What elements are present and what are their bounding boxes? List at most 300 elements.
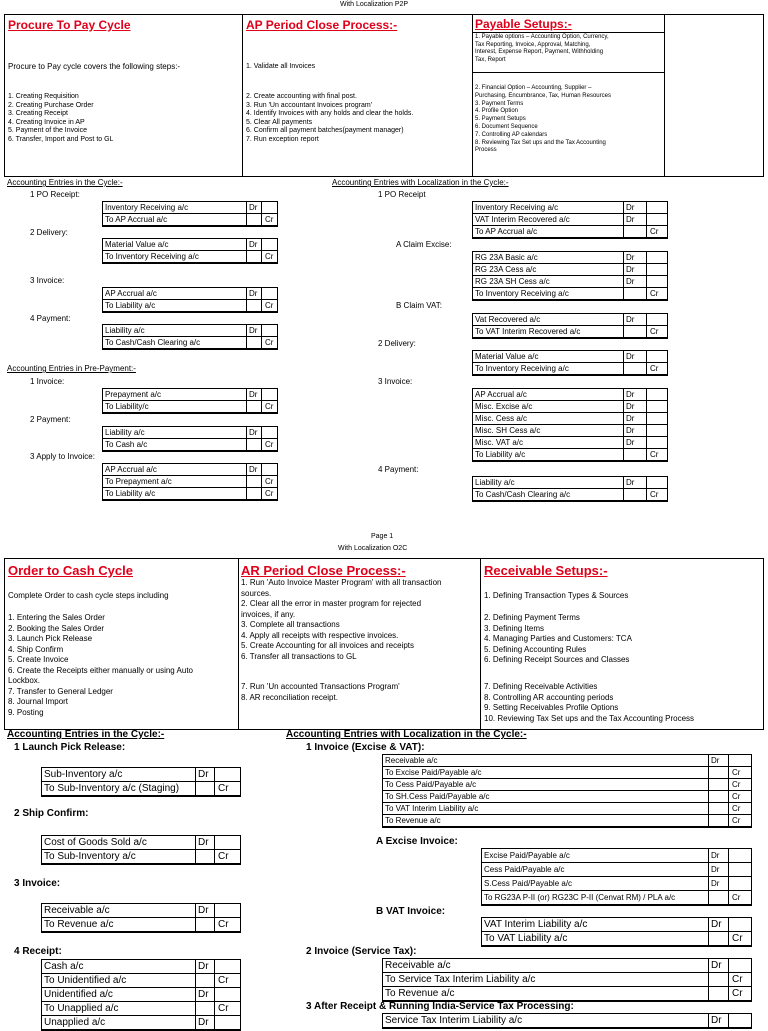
column-divider xyxy=(708,1014,709,1028)
entry-account: To Sub-Inventory a/c xyxy=(44,851,136,862)
cr-marker: Cr xyxy=(218,851,229,862)
dr-marker: Dr xyxy=(711,960,722,971)
dr-marker: Dr xyxy=(626,352,635,361)
p2p-payment-entry xyxy=(102,324,278,350)
payable-setups-title: Payable Setups:- xyxy=(475,17,572,31)
entry-account: To Cash/Cash Clearing a/c xyxy=(105,338,201,347)
entry-account: Liability a/c xyxy=(475,478,515,487)
o2c-receipt-label: 4 Receipt: xyxy=(14,946,62,957)
entry-account: Material Value a/c xyxy=(105,240,169,249)
column-divider xyxy=(246,389,247,413)
column-divider xyxy=(214,836,215,864)
p2p-loc-po-label: 1 PO Receipt xyxy=(378,190,426,199)
o2c-loc-iev-label: 1 Invoice (Excise & VAT): xyxy=(306,742,425,753)
payable-setups-list-2 xyxy=(475,85,611,155)
entry-row xyxy=(473,477,667,489)
dr-marker: Dr xyxy=(626,215,635,224)
dr-marker: Dr xyxy=(198,769,209,780)
column-divider xyxy=(623,389,624,461)
receivable-setup-item: 9. Setting Receivables Profile Options xyxy=(484,703,619,712)
entry-account: To Liability a/c xyxy=(475,450,526,459)
entry-row xyxy=(42,918,240,932)
dr-marker: Dr xyxy=(626,414,635,423)
entry-row xyxy=(383,1014,751,1028)
entry-row xyxy=(383,755,751,767)
payable-setup-item: 7. Controlling AP calendars xyxy=(475,131,548,138)
payable-setups-list xyxy=(475,34,609,64)
p2p-title: Procure To Pay Cycle xyxy=(8,18,131,32)
dr-marker: Dr xyxy=(626,478,635,487)
ar-close-step: 1. Run 'Auto Invoice Master Program' with all transaction xyxy=(241,578,442,587)
entry-row xyxy=(42,988,240,1002)
column-divider xyxy=(708,755,709,827)
receivable-setup-item: 7. Defining Receivable Activities xyxy=(484,682,598,691)
entry-account: Receivable a/c xyxy=(385,960,451,971)
entry-account: To Revenue a/c xyxy=(385,816,441,825)
ap-close-step: 3. Run 'Un accountant Invoices program' xyxy=(246,101,373,109)
entry-row xyxy=(103,288,277,300)
column-divider xyxy=(708,918,709,946)
dr-marker: Dr xyxy=(198,905,209,916)
entry-account: RG 23A SH Cess a/c xyxy=(475,277,550,286)
column-divider xyxy=(261,288,262,312)
ar-close-title: AR Period Close Process:- xyxy=(241,563,406,578)
entry-account: To Cash/Cash Clearing a/c xyxy=(475,490,571,499)
entry-account: To Sub-Inventory a/c (Staging) xyxy=(44,783,180,794)
entry-row xyxy=(383,803,751,815)
entry-account: To Prepayment a/c xyxy=(105,477,172,486)
o2c-loc-after-receipt-label: 3 After Receipt & Running India-Service Tax Processing: xyxy=(306,1001,574,1012)
entry-row xyxy=(473,314,667,326)
entry-account: To RG23A P-II (or) RG23C P-II (Cenvat RM) / PLA a/c xyxy=(484,893,676,902)
dr-marker: Dr xyxy=(626,253,635,262)
cr-marker: Cr xyxy=(732,792,741,801)
prepay-heading: Accounting Entries in Pre-Payment:- xyxy=(7,364,136,373)
dr-marker: Dr xyxy=(626,265,635,274)
entry-row xyxy=(103,214,277,226)
entry-row xyxy=(482,877,751,891)
dr-marker: Dr xyxy=(626,277,635,286)
entry-account: To Unidentified a/c xyxy=(44,975,127,986)
entry-account: To VAT Interim Recovered a/c xyxy=(475,327,581,336)
ar-close-step: 2. Clear all the error in master program for rejected xyxy=(241,599,422,608)
dr-marker: Dr xyxy=(249,465,258,474)
entry-account: Liability a/c xyxy=(105,326,145,335)
entry-row xyxy=(42,782,240,796)
dr-marker: Dr xyxy=(711,1015,722,1026)
o2c-loc-excise-inv-label: A Excise Invoice: xyxy=(376,836,458,847)
entry-account: To Revenue a/c xyxy=(385,988,455,999)
o2c-loc-service-label: 2 Invoice (Service Tax): xyxy=(306,946,417,957)
entry-row xyxy=(473,288,667,300)
receivable-setups-list-2 xyxy=(484,682,694,724)
p2p-delivery-entry xyxy=(102,238,278,264)
receivable-setup-item: 2. Defining Payment Terms xyxy=(484,613,580,622)
p2p-entries-heading: Accounting Entries in the Cycle:- xyxy=(7,178,123,187)
entry-account: Misc. Cess a/c xyxy=(475,414,528,423)
entry-row xyxy=(383,987,751,1001)
dr-marker: Dr xyxy=(249,428,258,437)
dr-marker: Dr xyxy=(626,203,635,212)
entry-row xyxy=(42,768,240,782)
prepay-payment-label: 2 Payment: xyxy=(30,415,71,424)
column-divider xyxy=(246,464,247,500)
p2p-delivery-label: 2 Delivery: xyxy=(30,228,68,237)
ar-close-step: 5. Create Accounting for all invoices and receipts xyxy=(241,641,414,650)
dr-marker: Dr xyxy=(626,426,635,435)
column-divider xyxy=(195,960,196,1030)
ap-close-step: 4. Identify Invoices with any holds and clear the holds. xyxy=(246,110,414,118)
cr-marker: Cr xyxy=(218,975,229,986)
dr-marker: Dr xyxy=(249,289,258,298)
ar-close-step: 8. AR reconciliation receipt. xyxy=(241,692,338,702)
o2c-step: 5. Create Invoice xyxy=(8,655,69,664)
column-divider xyxy=(623,351,624,375)
dr-marker: Dr xyxy=(711,865,720,874)
entry-row xyxy=(482,891,751,905)
entry-row xyxy=(473,214,667,226)
ar-close-steps-2 xyxy=(241,682,400,703)
p2p-invoice-entry xyxy=(102,287,278,313)
p2p-po-receipt-label: 1 PO Receipt: xyxy=(30,190,80,199)
o2c-loc-excise-entry xyxy=(481,848,752,906)
entry-account: Liability a/c xyxy=(105,428,145,437)
entry-row xyxy=(103,251,277,263)
column-divider xyxy=(646,202,647,238)
cr-marker: Cr xyxy=(732,893,741,902)
column-divider xyxy=(623,202,624,238)
entry-row xyxy=(473,351,667,363)
entry-account: Sub-Inventory a/c xyxy=(44,769,123,780)
entry-row xyxy=(482,932,751,946)
entry-row xyxy=(42,836,240,850)
entry-row xyxy=(103,337,277,349)
entry-row xyxy=(42,960,240,974)
dr-marker: Dr xyxy=(198,837,209,848)
payable-setup-item: Tax Reporting, Invoice, Approval, Matching, xyxy=(475,41,591,48)
o2c-title: Order to Cash Cycle xyxy=(8,563,133,578)
prepay-invoice-entry xyxy=(102,388,278,414)
cr-marker: Cr xyxy=(265,215,274,224)
entry-row xyxy=(383,779,751,791)
dr-marker: Dr xyxy=(711,879,720,888)
prepay-payment-entry xyxy=(102,426,278,452)
receivable-setups-list xyxy=(484,613,632,666)
payable-setup-item: 2. Financial Option – Accounting, Supplier – xyxy=(475,85,592,91)
column-divider xyxy=(728,918,729,946)
payable-setup-item: 1. Payable options – Accounting Option, Currency, xyxy=(475,34,609,40)
entry-account: AP Accrual a/c xyxy=(105,289,157,298)
dr-marker: Dr xyxy=(626,402,635,411)
entry-row xyxy=(103,239,277,251)
cr-marker: Cr xyxy=(650,227,659,236)
ap-close-step: 7. Run exception report xyxy=(246,135,319,143)
column-divider xyxy=(708,959,709,1001)
entry-row xyxy=(473,401,667,413)
entry-row xyxy=(473,413,667,425)
page-label: Page 1 xyxy=(371,533,394,540)
o2c-step: 8. Journal Import xyxy=(8,697,69,706)
p2p-intro: Procure to Pay cycle covers the following steps:- xyxy=(8,62,181,71)
entry-row xyxy=(103,476,277,488)
receivable-setup-item: 8. Controlling AR accounting periods xyxy=(484,692,614,702)
o2c-pick-entry xyxy=(41,767,241,797)
column-divider xyxy=(261,239,262,263)
dr-marker: Dr xyxy=(249,390,258,399)
cr-marker: Cr xyxy=(732,768,741,777)
dr-marker: Dr xyxy=(626,315,635,324)
payable-setup-item: Process xyxy=(475,147,497,154)
cr-marker: Cr xyxy=(650,327,659,336)
p2p-step: 3. Creating Receipt xyxy=(8,110,68,118)
o2c-pick-label: 1 Launch Pick Release: xyxy=(14,742,126,753)
p2p-loc-delivery-entry xyxy=(472,350,668,376)
o2c-step: 2. Booking the Sales Order xyxy=(8,623,105,633)
o2c-receipt-entry xyxy=(41,959,241,1031)
o2c-loc-after-receipt-entry xyxy=(382,1013,752,1029)
cr-marker: Cr xyxy=(650,450,659,459)
entry-row xyxy=(473,363,667,375)
prepay-apply-entry xyxy=(102,463,278,501)
cr-marker: Cr xyxy=(732,988,743,999)
dr-marker: Dr xyxy=(711,756,720,765)
column-divider xyxy=(246,325,247,349)
header-o2c: With Localization O2C xyxy=(338,545,408,552)
cr-marker: Cr xyxy=(732,974,743,985)
payable-setup-item: Tax, Report xyxy=(475,56,506,63)
p2p-loc-claim-excise-label: A Claim Excise: xyxy=(396,240,452,249)
dr-marker: Dr xyxy=(198,961,209,972)
entry-account: To Unapplied a/c xyxy=(44,1003,119,1014)
ar-close-steps xyxy=(241,578,441,662)
entry-account: To Cess Paid/Payable a/c xyxy=(385,780,477,789)
o2c-loc-vat-inv-label: B VAT Invoice: xyxy=(376,906,446,917)
entry-row xyxy=(473,202,667,214)
column-divider xyxy=(728,849,729,905)
entry-row xyxy=(42,974,240,988)
entry-row xyxy=(103,439,277,451)
o2c-step: 6. Create the Receipts either manually or using Auto xyxy=(8,665,193,675)
entry-row xyxy=(473,326,667,338)
column-divider xyxy=(246,239,247,263)
column-divider xyxy=(246,427,247,451)
cr-marker: Cr xyxy=(218,1003,229,1014)
entry-account: To AP Accrual a/c xyxy=(475,227,538,236)
p2p-steps xyxy=(8,93,113,145)
entry-row xyxy=(482,863,751,877)
cr-marker: Cr xyxy=(265,402,274,411)
entry-row xyxy=(473,276,667,288)
o2c-step: 4. Ship Confirm xyxy=(8,644,64,654)
o2c-invoice-entry xyxy=(41,903,241,933)
entry-account: Service Tax Interim Liability a/c xyxy=(385,1015,523,1026)
cr-marker: Cr xyxy=(650,490,659,499)
dr-marker: Dr xyxy=(711,919,722,930)
payable-setup-item: 3. Payment Terms xyxy=(475,100,524,107)
entry-row xyxy=(103,464,277,476)
p2p-loc-excise-entry xyxy=(472,251,668,301)
payable-setup-item: 4. Profile Option xyxy=(475,108,519,115)
entry-account: Material Value a/c xyxy=(475,352,539,361)
dr-marker: Dr xyxy=(249,240,258,249)
entry-account: To Inventory Receiving a/c xyxy=(475,364,569,373)
entry-account: Misc. VAT a/c xyxy=(475,438,524,447)
entry-row xyxy=(103,300,277,312)
p2p-loc-delivery-label: 2 Delivery: xyxy=(378,339,416,348)
column-divider xyxy=(195,836,196,864)
entry-account: S.Cess Paid/Payable a/c xyxy=(484,879,573,888)
o2c-steps xyxy=(8,613,193,718)
column-divider xyxy=(261,427,262,451)
entry-account: AP Accrual a/c xyxy=(105,465,157,474)
entry-account: To VAT Interim Liability a/c xyxy=(385,804,479,813)
entry-account: To Inventory Receiving a/c xyxy=(475,289,569,298)
column-divider xyxy=(728,1014,729,1028)
entry-account: Misc. Excise a/c xyxy=(475,402,533,411)
entry-account: Inventory Receiving a/c xyxy=(105,203,189,212)
column-divider xyxy=(623,252,624,300)
p2p-loc-payment-entry xyxy=(472,476,668,502)
entry-row xyxy=(473,425,667,437)
entry-account: Misc. SH Cess a/c xyxy=(475,426,541,435)
column-divider xyxy=(261,464,262,500)
column-divider xyxy=(646,477,647,501)
receivable-setup-item: 10. Reviewing Tax Set ups and the Tax Accounting Process xyxy=(484,713,695,723)
cr-marker: Cr xyxy=(732,816,741,825)
prepay-invoice-label: 1 Invoice: xyxy=(30,377,65,386)
o2c-step: 9. Posting xyxy=(8,707,44,717)
column-divider xyxy=(261,389,262,413)
p2p-step: 5. Payment of the Invoice xyxy=(8,127,87,135)
p2p-step: 6. Transfer, Import and Post to GL xyxy=(8,135,114,143)
cr-marker: Cr xyxy=(265,338,274,347)
p2p-invoice-label: 3 Invoice: xyxy=(30,276,65,285)
o2c-loc-service-entry xyxy=(382,958,752,1002)
cr-marker: Cr xyxy=(218,783,229,794)
entry-row xyxy=(473,226,667,238)
entry-account: To SH.Cess Paid/Payable a/c xyxy=(385,792,490,801)
entry-account: To Liability/c xyxy=(105,402,149,411)
entry-account: Cash a/c xyxy=(44,961,84,972)
p2p-po-entry xyxy=(102,201,278,227)
column-divider xyxy=(623,314,624,338)
entry-row xyxy=(42,1016,240,1030)
entry-account: Inventory Receiving a/c xyxy=(475,203,559,212)
column-divider xyxy=(646,351,647,375)
entry-row xyxy=(42,850,240,864)
ap-close-step: 6. Confirm all payment batches(payment manager) xyxy=(246,127,404,135)
o2c-entries-heading: Accounting Entries in the Cycle:- xyxy=(7,729,165,740)
ap-close-step: 5. Clear All payments xyxy=(246,118,313,126)
entry-row xyxy=(383,973,751,987)
column-divider xyxy=(246,288,247,312)
entry-row xyxy=(103,325,277,337)
entry-account: VAT Interim Liability a/c xyxy=(484,919,588,930)
entry-row xyxy=(383,959,751,973)
p2p-loc-vat-entry xyxy=(472,313,668,339)
o2c-step: 1. Entering the Sales Order xyxy=(8,613,105,622)
column-divider xyxy=(261,325,262,349)
p2p-loc-heading: Accounting Entries with Localization in the Cycle:- xyxy=(332,178,509,187)
ar-close-step: invoices, if any. xyxy=(241,609,296,619)
o2c-loc-iev-entry xyxy=(382,754,752,828)
ap-close-step: 2. Create accounting with final post. xyxy=(246,93,357,100)
dr-marker: Dr xyxy=(249,203,258,212)
payable-setup-item: 8. Reviewing Tax Set ups and the Tax Accounting xyxy=(475,139,606,146)
cr-marker: Cr xyxy=(650,289,659,298)
prepay-apply-label: 3 Apply to Invoice: xyxy=(30,452,95,461)
payable-setup-item: Purchasing, Encumbrance, Tax, Human Resources xyxy=(475,92,611,99)
o2c-invoice-label: 3 Invoice: xyxy=(14,878,61,889)
column-divider xyxy=(728,959,729,1001)
dr-marker: Dr xyxy=(626,438,635,447)
payable-setup-item: 6. Document Sequence xyxy=(475,123,538,130)
entry-account: Receivable a/c xyxy=(44,905,110,916)
entry-row xyxy=(103,488,277,500)
entry-account: Excise Paid/Payable a/c xyxy=(484,851,570,860)
o2c-intro: Complete Order to cash cycle steps including xyxy=(8,591,169,600)
receivable-setups-title: Receivable Setups:- xyxy=(484,563,608,578)
entry-account: Prepayment a/c xyxy=(105,390,162,399)
entry-account: Unidentified a/c xyxy=(44,989,113,1000)
column-divider xyxy=(214,904,215,932)
receivable-setup-item: 4. Managing Parties and Customers: TCA xyxy=(484,634,632,643)
p2p-loc-invoice-label: 3 Invoice: xyxy=(378,377,413,386)
entry-account: Cess Paid/Payable a/c xyxy=(484,865,565,874)
p2p-loc-payment-label: 4 Payment: xyxy=(378,465,419,474)
o2c-loc-heading: Accounting Entries with Localization in the Cycle:- xyxy=(286,729,527,740)
p2p-loc-po-entry xyxy=(472,201,668,239)
receivable-setup-item: 6. Defining Receipt Sources and Classes xyxy=(484,655,630,664)
entry-row xyxy=(473,264,667,276)
column-divider xyxy=(623,477,624,501)
entry-account: RG 23A Cess a/c xyxy=(475,265,537,274)
entry-account: Receivable a/c xyxy=(385,756,438,765)
entry-row xyxy=(103,401,277,413)
p2p-step: 1. Creating Requisition xyxy=(8,93,79,100)
entry-row xyxy=(103,427,277,439)
o2c-loc-vat-entry xyxy=(481,917,752,947)
p2p-step: 2. Creating Purchase Order xyxy=(8,101,94,109)
ap-close-title: AP Period Close Process:- xyxy=(246,18,398,32)
column-divider xyxy=(708,849,709,905)
dr-marker: Dr xyxy=(198,989,209,1000)
receivable-setup-first: 1. Defining Transaction Types & Sources xyxy=(484,591,629,600)
entry-row xyxy=(103,202,277,214)
dr-marker: Dr xyxy=(198,1017,209,1028)
cr-marker: Cr xyxy=(265,477,274,486)
entry-row xyxy=(482,918,751,932)
column-divider xyxy=(728,755,729,827)
payable-setup-item: 5. Payment Setups xyxy=(475,116,526,123)
entry-account: To Cash a/c xyxy=(105,440,148,449)
o2c-step: Lockbox. xyxy=(8,676,41,685)
o2c-ship-entry xyxy=(41,835,241,865)
cr-marker: Cr xyxy=(265,489,274,498)
column-divider xyxy=(261,202,262,226)
p2p-step: 4. Creating Invoice in AP xyxy=(8,118,85,126)
column-divider xyxy=(195,904,196,932)
dr-marker: Dr xyxy=(626,390,635,399)
entry-account: Cost of Goods Sold a/c xyxy=(44,837,147,848)
entry-account: RG 23A Basic a/c xyxy=(475,253,538,262)
entry-account: To Liability a/c xyxy=(105,489,156,498)
receivable-setup-item: 3. Defining Items xyxy=(484,623,545,633)
cr-marker: Cr xyxy=(218,919,229,930)
entry-row xyxy=(383,767,751,779)
column-divider xyxy=(246,202,247,226)
entry-account: To Service Tax Interim Liability a/c xyxy=(385,974,536,985)
